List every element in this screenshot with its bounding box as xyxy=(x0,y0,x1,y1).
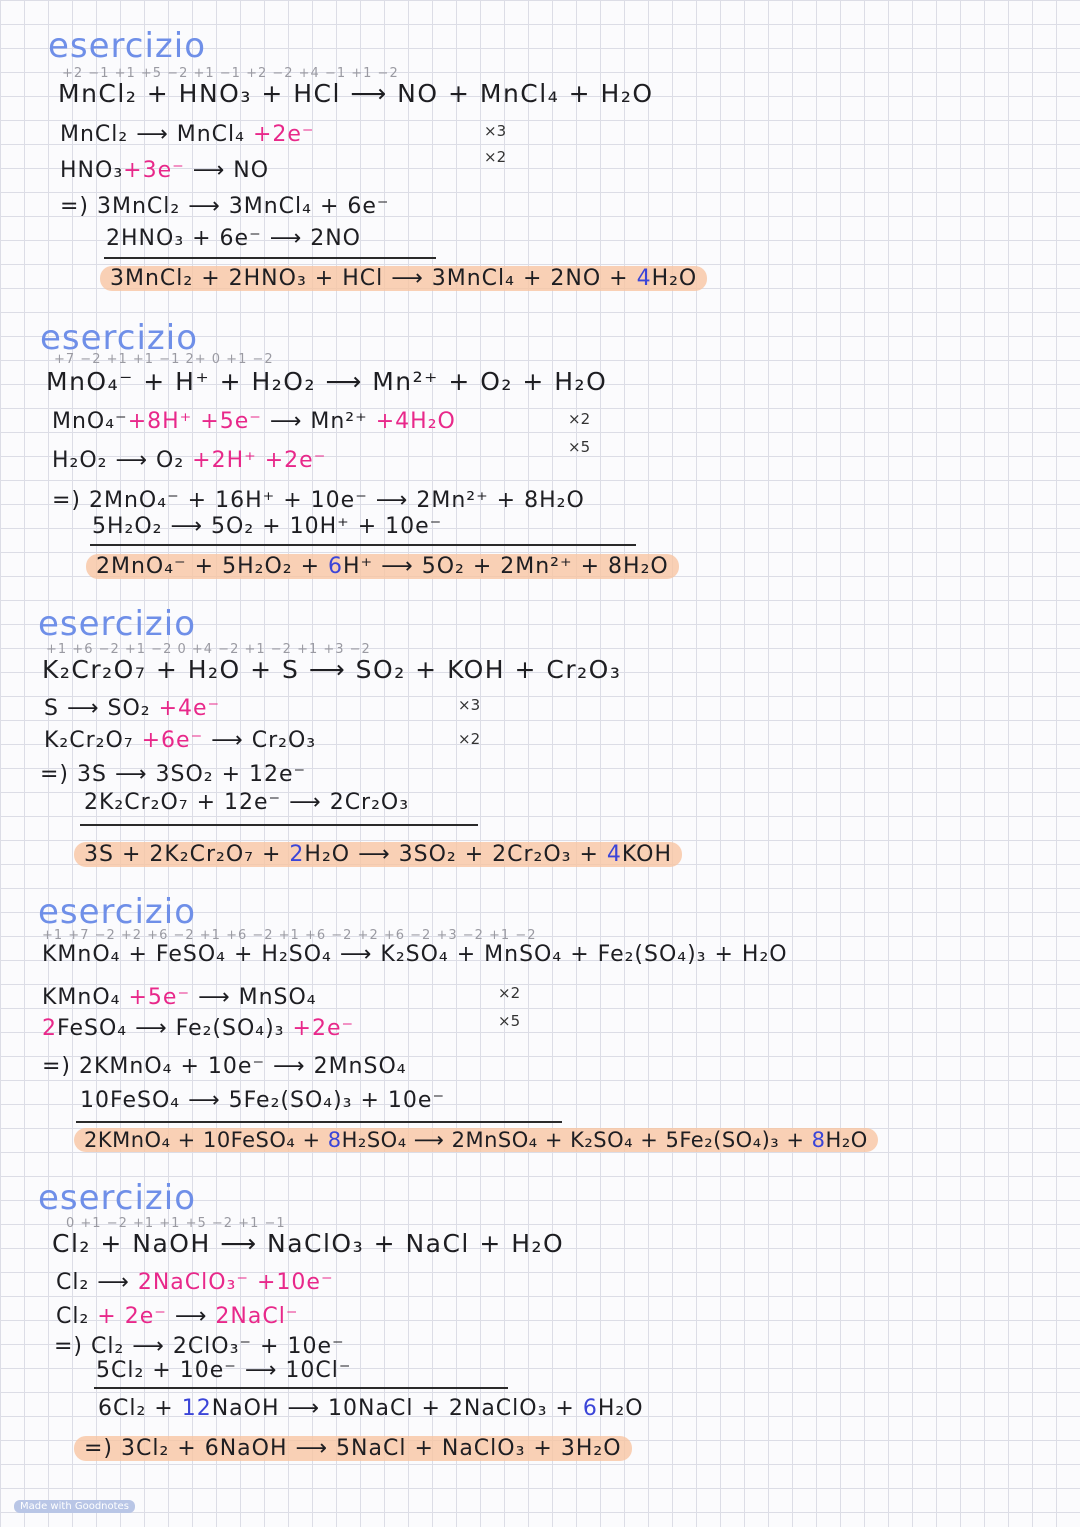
divider xyxy=(90,544,636,546)
multiplier: ×3 xyxy=(458,696,481,714)
sum-line-2: 2K₂Cr₂O₇ + 12e⁻ ⟶ 2Cr₂O₃ xyxy=(84,790,410,815)
half-reaction-oxidation: H₂O₂ ⟶ O₂ +2H⁺ +2e⁻ xyxy=(52,448,327,473)
sum-line-1: =) 2MnO₄⁻ + 16H⁺ + 10e⁻ ⟶ 2Mn²⁺ + 8H₂O xyxy=(52,488,585,513)
divider xyxy=(94,1387,508,1389)
simplified-equation: =) 3Cl₂ + 6NaOH ⟶ 5NaCl + NaClO₃ + 3H₂O xyxy=(74,1436,632,1461)
multiplier: ×5 xyxy=(568,438,591,456)
reaction-equation: KMnO₄ + FeSO₄ + H₂SO₄ ⟶ K₂SO₄ + MnSO₄ + Fe₂(SO₄)₃ + H₂O xyxy=(42,942,788,967)
oxidation-numbers: +1 +6 −2 +1 −2 0 +4 −2 +1 −2 +1 +3 −2 xyxy=(46,642,371,657)
multiplier: ×2 xyxy=(568,410,591,428)
balanced-equation: 3S + 2K₂Cr₂O₇ + 2H₂O ⟶ 3SO₂ + 2Cr₂O₃ + 4KOH xyxy=(74,842,682,867)
divider xyxy=(76,1121,562,1123)
divider xyxy=(80,824,478,826)
multiplier: ×5 xyxy=(498,1012,521,1030)
multiplier: ×2 xyxy=(484,148,507,166)
balanced-equation: 6Cl₂ + 12NaOH ⟶ 10NaCl + 2NaClO₃ + 6H₂O xyxy=(98,1396,644,1421)
reaction-equation: MnCl₂ + HNO₃ + HCl ⟶ NO + MnCl₄ + H₂O xyxy=(58,79,654,108)
half-reaction-reduction: KMnO₄ +5e⁻ ⟶ MnSO₄ xyxy=(42,985,317,1010)
exercise-title: esercizio xyxy=(38,604,197,644)
half-reaction-oxidation: MnCl₂ ⟶ MnCl₄ +2e⁻ xyxy=(60,122,315,147)
oxidation-numbers: 0 +1 −2 +1 +1 +5 −2 +1 −1 xyxy=(66,1216,286,1231)
half-reaction-reduction: HNO₃+3e⁻ ⟶ NO xyxy=(60,158,270,183)
sum-line-1: =) Cl₂ ⟶ 2ClO₃⁻ + 10e⁻ xyxy=(54,1334,345,1359)
oxidation-numbers: +2 −1 +1 +5 −2 +1 −1 +2 −2 +4 −1 +1 −2 xyxy=(62,66,399,81)
multiplier: ×3 xyxy=(484,122,507,140)
reaction-equation: K₂Cr₂O₇ + H₂O + S ⟶ SO₂ + KOH + Cr₂O₃ xyxy=(42,655,622,684)
sum-line-2: 10FeSO₄ ⟶ 5Fe₂(SO₄)₃ + 10e⁻ xyxy=(80,1088,446,1113)
sum-line-2: 2HNO₃ + 6e⁻ ⟶ 2NO xyxy=(106,226,361,251)
half-reaction-oxidation: S ⟶ SO₂ +4e⁻ xyxy=(44,696,221,721)
exercise-title: esercizio xyxy=(48,26,207,66)
goodnotes-watermark: Made with Goodnotes xyxy=(14,1500,135,1513)
divider xyxy=(104,257,436,259)
balanced-equation: 2MnO₄⁻ + 5H₂O₂ + 6H⁺ ⟶ 5O₂ + 2Mn²⁺ + 8H₂O xyxy=(86,554,679,579)
sum-line-2: 5Cl₂ + 10e⁻ ⟶ 10Cl⁻ xyxy=(96,1358,352,1383)
half-reaction-oxidation: Cl₂ ⟶ 2NaClO₃⁻ +10e⁻ xyxy=(56,1270,334,1295)
exercise-title: esercizio xyxy=(38,892,197,932)
reaction-equation: MnO₄⁻ + H⁺ + H₂O₂ ⟶ Mn²⁺ + O₂ + H₂O xyxy=(46,367,608,396)
multiplier: ×2 xyxy=(458,730,481,748)
balanced-equation: 3MnCl₂ + 2HNO₃ + HCl ⟶ 3MnCl₄ + 2NO + 4H₂O xyxy=(100,266,707,291)
half-reaction-reduction: K₂Cr₂O₇ +6e⁻ ⟶ Cr₂O₃ xyxy=(44,728,317,753)
half-reaction-oxidation: 2FeSO₄ ⟶ Fe₂(SO₄)₃ +2e⁻ xyxy=(42,1016,355,1041)
sum-line-1: =) 3MnCl₂ ⟶ 3MnCl₄ + 6e⁻ xyxy=(60,194,390,219)
balanced-equation: 2KMnO₄ + 10FeSO₄ + 8H₂SO₄ ⟶ 2MnSO₄ + K₂SO₄ + 5Fe₂(SO₄)₃ + 8H₂O xyxy=(74,1128,878,1152)
reaction-equation: Cl₂ + NaOH ⟶ NaClO₃ + NaCl + H₂O xyxy=(52,1229,565,1258)
sum-line-1: =) 3S ⟶ 3SO₂ + 12e⁻ xyxy=(40,762,307,787)
sum-line-2: 5H₂O₂ ⟶ 5O₂ + 10H⁺ + 10e⁻ xyxy=(92,514,443,539)
oxidation-numbers: +1 +7 −2 +2 +6 −2 +1 +6 −2 +1 +6 −2 +2 +6 −2 +3 −2 +1 −2 xyxy=(42,928,537,943)
exercise-title: esercizio xyxy=(40,318,199,358)
half-reaction-reduction: Cl₂ + 2e⁻ ⟶ 2NaCl⁻ xyxy=(56,1304,299,1329)
exercise-title: esercizio xyxy=(38,1178,197,1218)
multiplier: ×2 xyxy=(498,984,521,1002)
half-reaction-reduction: MnO₄⁻+8H⁺ +5e⁻ ⟶ Mn²⁺ +4H₂O xyxy=(52,409,456,434)
oxidation-numbers: +7 −2 +1 +1 −1 2+ 0 +1 −2 xyxy=(54,352,274,367)
sum-line-1: =) 2KMnO₄ + 10e⁻ ⟶ 2MnSO₄ xyxy=(42,1054,407,1079)
